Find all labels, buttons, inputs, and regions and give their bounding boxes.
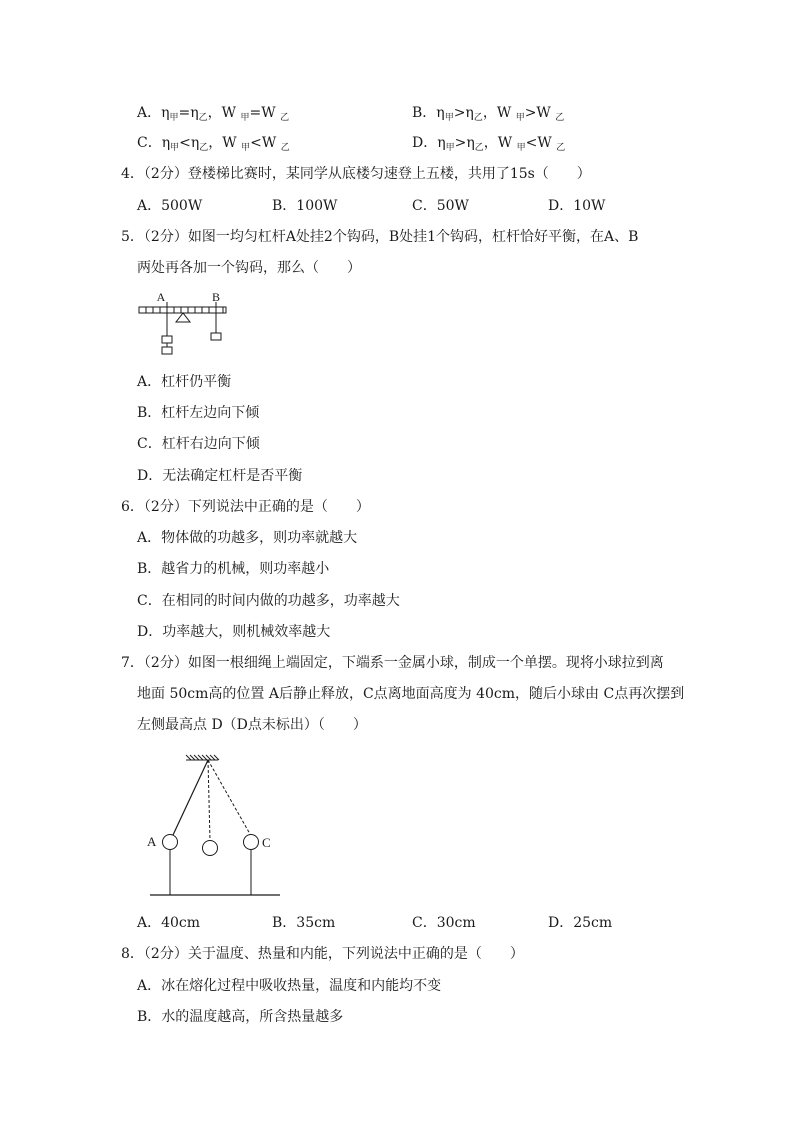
pendulum-label-a: A: [147, 834, 157, 849]
q7-stem-line2: 地面 50cm高的位置 A后静止释放，C点离地面高度为 40cm，随后小球由 C点再次摆到: [137, 686, 685, 702]
q5-stem-line1: 5．（2分）如图一均匀杠杆A处挂2个钩码，B处挂1个钩码，杠杆恰好平衡，在A、B: [121, 229, 639, 245]
q3-option-b: B．$\eta_甲>\eta_乙$，W $_甲$>W $_乙$: [412, 105, 565, 123]
lever-label-b: B: [211, 290, 221, 304]
q6-option-b: B．越省力的机械，则功率越小: [137, 561, 330, 577]
string-to-c: [208, 760, 250, 834]
ceiling-support: [186, 755, 219, 760]
q6-stem: 6．（2分）下列说法中正确的是（ ）: [121, 499, 370, 515]
ball-a: [163, 835, 178, 850]
q5-option-b: B．杠杆左边向下倾: [137, 405, 260, 421]
q5-option-c: C．杠杆右边向下倾: [137, 436, 260, 452]
q8-option-b: B．水的温度越高，所含热量越多: [137, 1009, 344, 1025]
q4-option-b: B．100W: [272, 198, 338, 214]
q8-option-a: A．冰在熔化过程中吸收热量，温度和内能均不变: [137, 978, 442, 994]
string-to-a: [173, 760, 208, 835]
lever-figure: [138, 290, 230, 358]
string-to-middle: [208, 760, 210, 841]
pendulum-figure: [140, 755, 285, 900]
q5-option-d: D．无法确定杠杆是否平衡: [137, 468, 303, 484]
q7-option-a: A．40cm: [137, 915, 201, 931]
q7-stem-line1: 7．（2分）如图一根细绳上端固定，下端系一金属小球，制成一个单摆。现将小球拉到离: [121, 655, 664, 671]
pendulum-label-c: C: [262, 835, 271, 850]
q4-stem: 4．（2分）登楼梯比赛时，某同学从底楼匀速登上五楼，共用了15s（ ）: [121, 166, 591, 182]
ball-middle: [203, 841, 218, 856]
q7-option-b: B．35cm: [272, 915, 336, 931]
q7-stem-line3: 左侧最高点 D（D点未标出）（ ）: [137, 717, 367, 733]
q8-stem: 8．（2分）关于温度、热量和内能，下列说法中正确的是（ ）: [121, 946, 524, 962]
q3-option-d: D．$\eta_甲>\eta_乙$，W $_甲$<W $_乙$: [412, 135, 566, 153]
q6-option-a: A．物体做的功越多，则功率就越大: [137, 530, 358, 546]
q5-option-a: A．杠杆仍平衡: [137, 374, 232, 390]
q6-option-c: C．在相同的时间内做的功越多，功率越大: [137, 593, 400, 609]
q6-option-d: D．功率越大，则机械效率越大: [137, 624, 331, 640]
q5-stem-line2: 两处再各加一个钩码，那么（ ）: [137, 260, 361, 276]
q4-option-a: A．500W: [137, 198, 203, 214]
ball-c: [244, 835, 259, 850]
lever-hanger-b: [211, 302, 221, 340]
q4-option-c: C．50W: [412, 198, 469, 214]
lever-hanger-a: [162, 302, 172, 354]
q4-option-d: D．10W: [548, 198, 606, 214]
lever-fulcrum: [176, 313, 190, 322]
q3-option-c: C．$\eta_甲<\eta_乙$，W $_甲$<W $_乙$: [137, 135, 290, 153]
q7-option-d: D．25cm: [548, 915, 613, 931]
lever-bar: [139, 307, 226, 313]
q3-option-a: A．$\eta_甲=\eta_乙$，W $_甲$=W $_乙$: [137, 105, 290, 123]
q7-option-c: C．30cm: [412, 915, 476, 931]
lever-label-a: A: [156, 290, 166, 304]
